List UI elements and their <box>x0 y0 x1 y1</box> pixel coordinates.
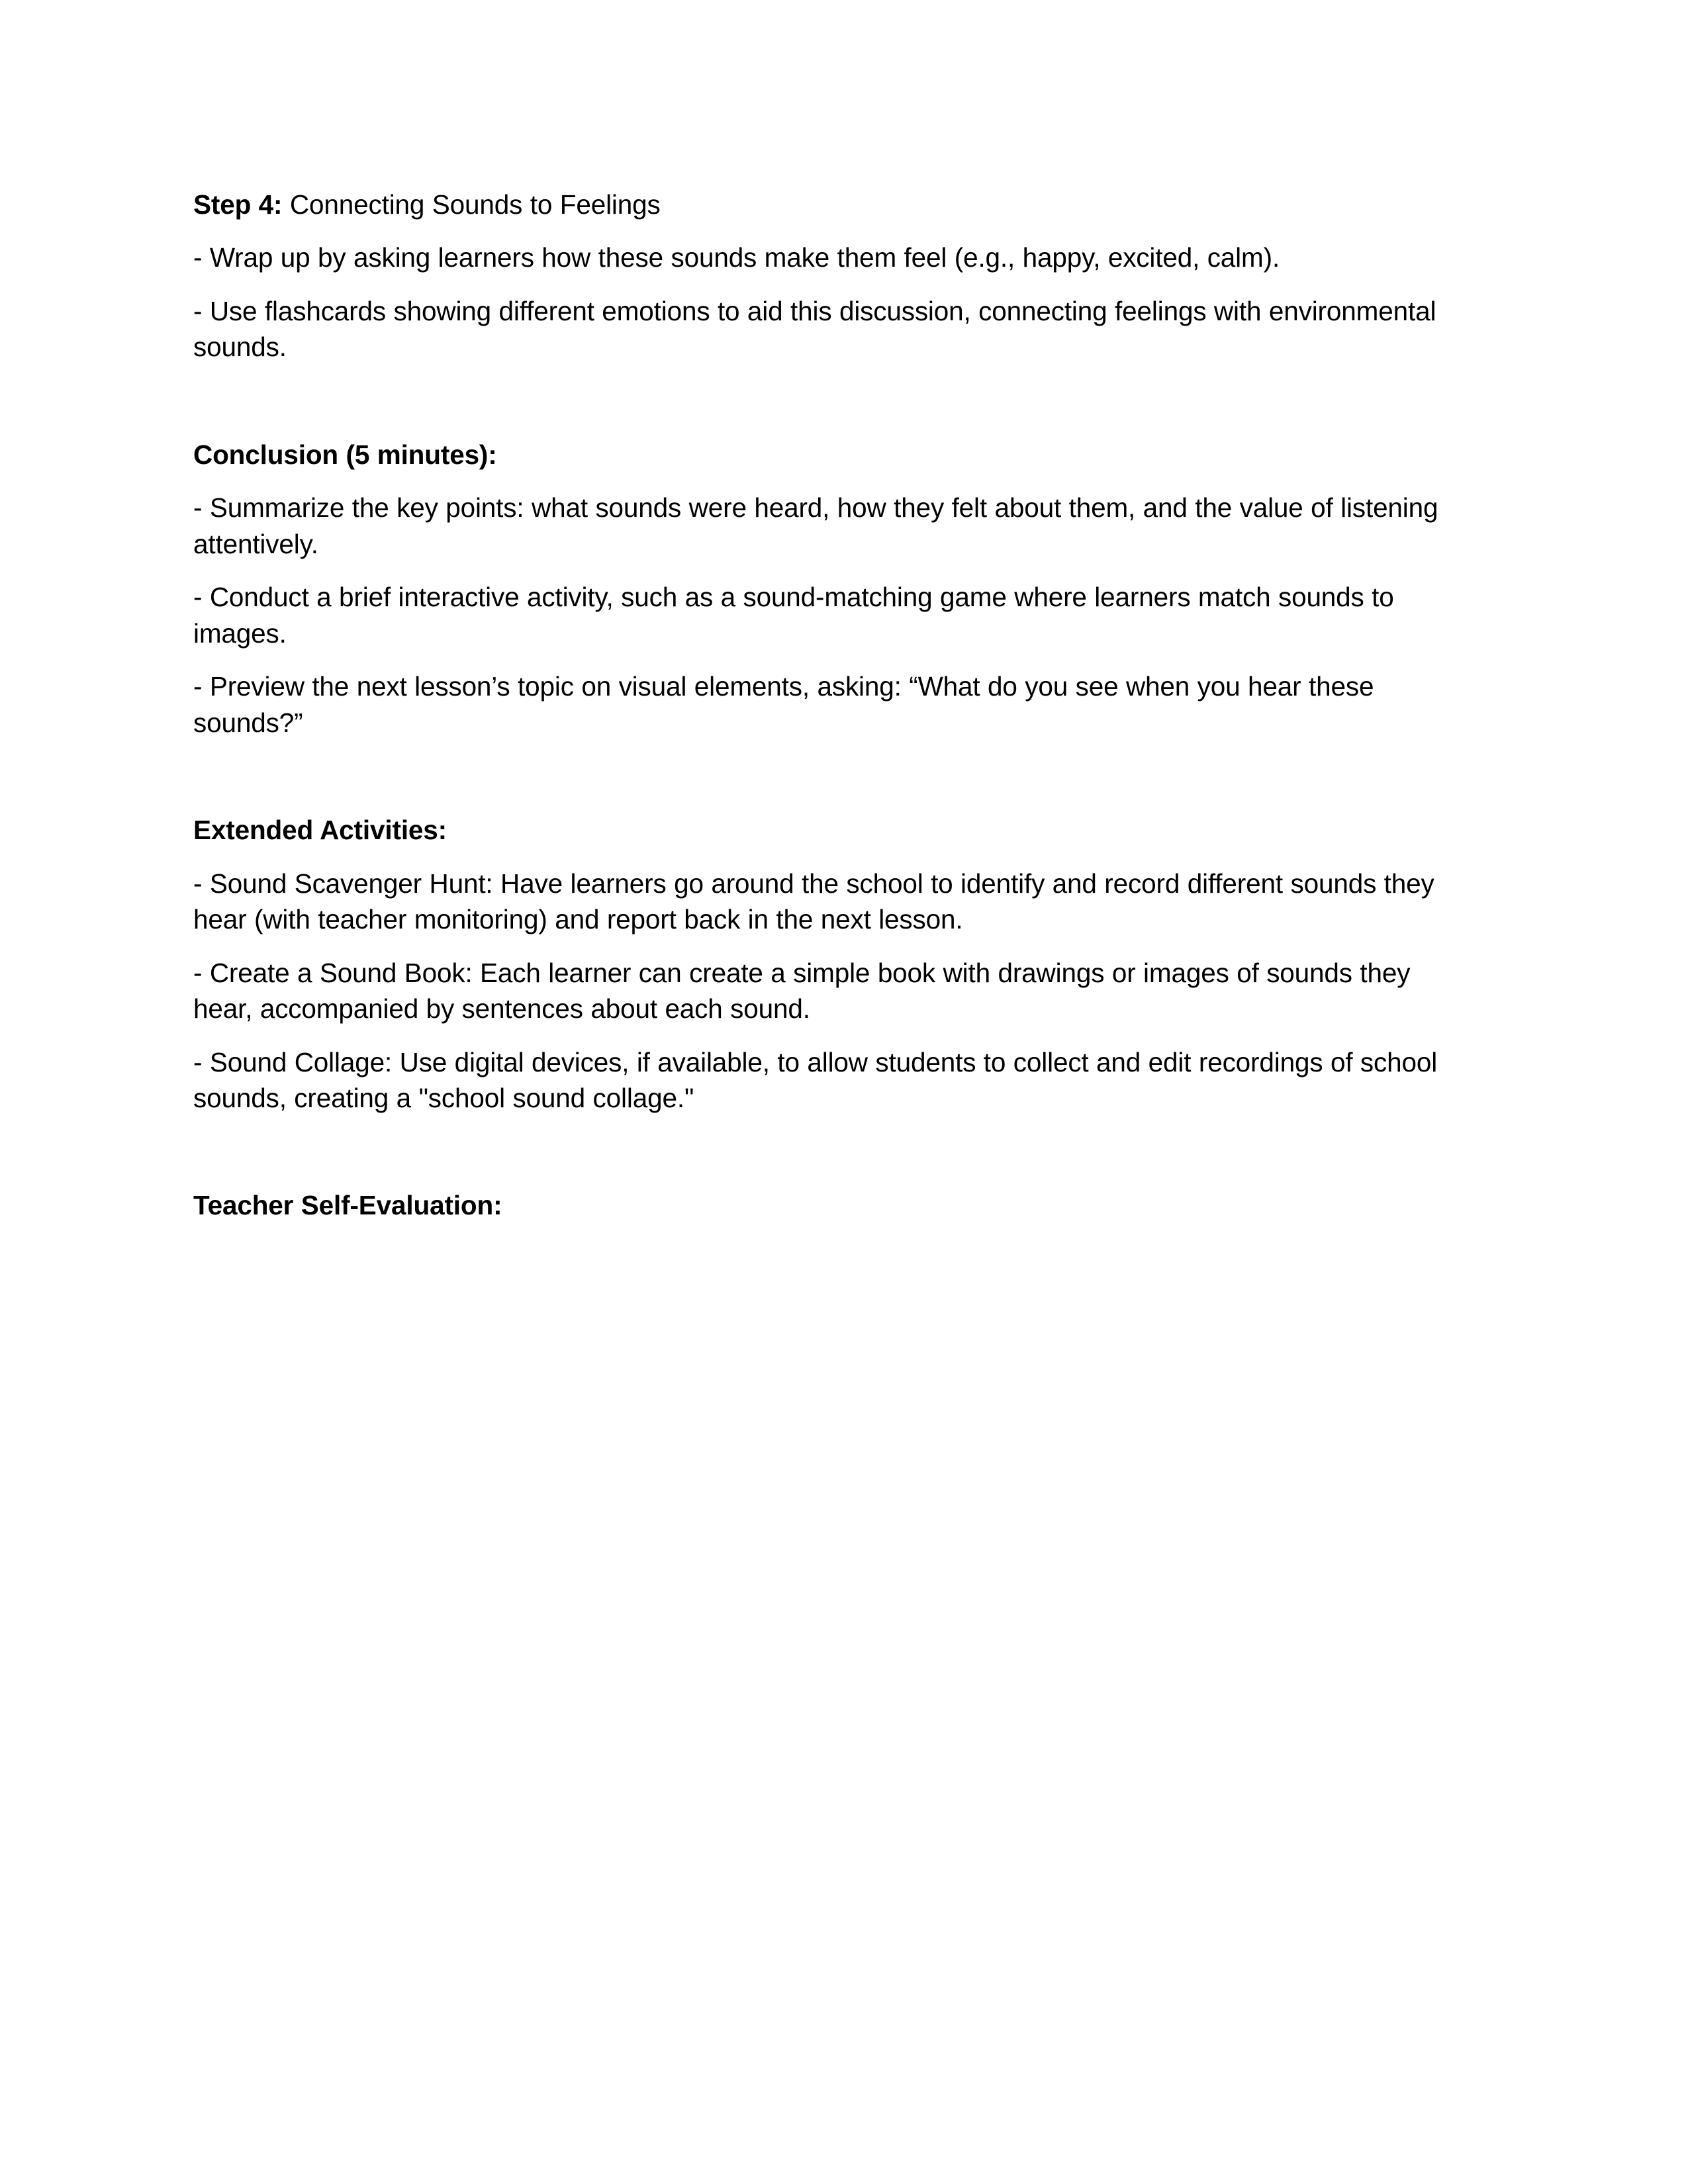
step4-bullet-1: - Wrap up by asking learners how these sounds make them feel (e.g., happy, excited, calm). <box>193 242 1280 273</box>
extended-bullet-2: - Create a Sound Book: Each learner can create a simple book with drawings or images of sounds they hear, accompanied by sentences about each sound. <box>193 957 1411 1024</box>
step4-heading <box>193 187 1444 222</box>
section-spacer-conclusion <box>193 383 1444 437</box>
extended-bullet-3: - Sound Collage: Use digital devices, if available, to allow students to collect and edit recordings of school sounds, creating a "school sound collage." <box>193 1046 1438 1113</box>
step4-heading-lead: Step 4: <box>193 189 283 220</box>
conclusion-bullet-1: - Summarize the key points: what sounds were heard, how they felt about them, and the value of listening attentively. <box>193 492 1438 559</box>
extended-activities-heading: Extended Activities: <box>193 815 447 846</box>
conclusion-bullet-3: - Preview the next lesson’s topic on visual elements, asking: “What do you see when you hear these sounds?” <box>193 671 1374 738</box>
conclusion-heading: Conclusion (5 minutes): <box>193 439 497 470</box>
step4-bullet-2: - Use flashcards showing different emotions to aid this discussion, connecting feelings with environmental sounds. <box>193 295 1436 363</box>
document-body <box>193 187 1444 1241</box>
step4-heading-rest: Connecting Sounds to Feelings <box>282 189 661 220</box>
section-spacer-teacher-self-evaluation <box>193 1133 1444 1187</box>
teacher-self-evaluation-heading: Teacher Self-Evaluation: <box>193 1190 502 1221</box>
extended-bullet-1: - Sound Scavenger Hunt: Have learners go around the school to identify and record different sounds they hear (with teacher monitoring) and report back in the next lesson. <box>193 868 1434 935</box>
section-spacer-extended-activities <box>193 758 1444 812</box>
conclusion-bullet-2: - Conduct a brief interactive activity, such as a sound-matching game where learners match sounds to images. <box>193 582 1394 649</box>
